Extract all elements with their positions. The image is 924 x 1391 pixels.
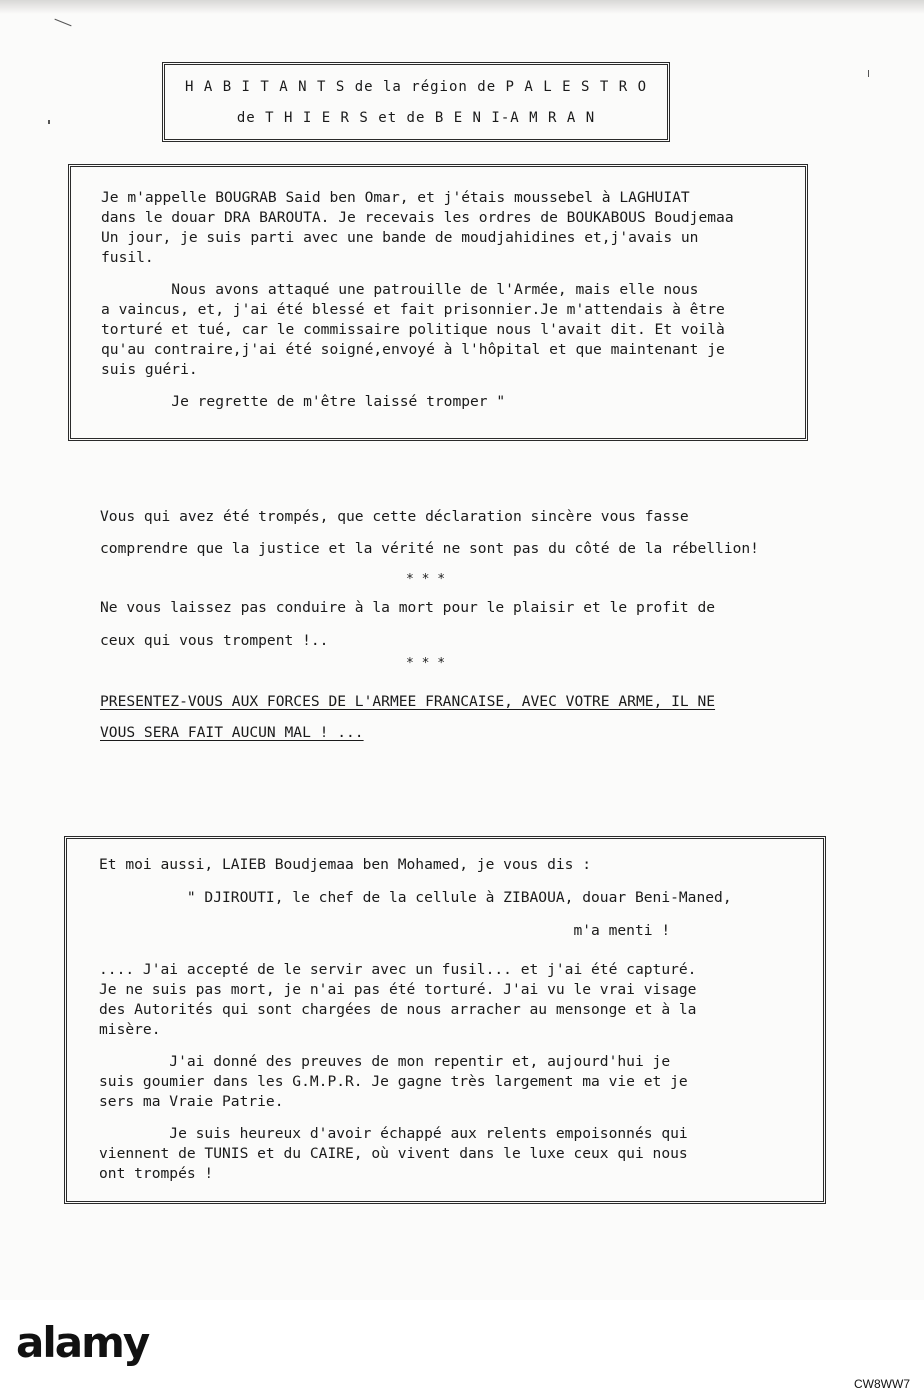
- testimony-2-line: Je suis heureux d'avoir échappé aux relents empoisonnés qui: [99, 1125, 688, 1142]
- title-line-1: H A B I T A N T S de la région de P A L E S T R O: [184, 79, 647, 95]
- testimony-2-line: Et moi aussi, LAIEB Boudjemaa ben Mohamed, je vous dis :: [99, 856, 592, 873]
- title-box: [162, 62, 670, 142]
- appeal-line: ceux qui vous trompent !..: [100, 632, 329, 649]
- testimony-1-line: Je m'appelle BOUGRAB Said ben Omar, et j'étais moussebel à LAGHUIAT: [101, 189, 690, 206]
- alamy-logo: alamy: [16, 1318, 149, 1367]
- testimony-2-line: suis goumier dans les G.M.P.R. Je gagne très largement ma vie et je: [99, 1073, 688, 1090]
- testimony-1-line: torturé et tué, car le commissaire politique nous l'avait dit. Et voilà: [101, 321, 725, 338]
- testimony-2-line: .... J'ai accepté de le servir avec un fusil... et j'ai été capturé.: [99, 961, 697, 978]
- scan-mark: [48, 120, 50, 124]
- testimony-2-line: " DJIROUTI, le chef de la cellule à ZIBAOUA, douar Beni-Maned,: [99, 889, 732, 906]
- scan-mark: [54, 19, 71, 27]
- testimony-2-line: misère.: [99, 1021, 161, 1038]
- testimony-2-line: sers ma Vraie Patrie.: [99, 1093, 284, 1110]
- appeal-line: comprendre que la justice et la vérité ne sont pas du côté de la rébellion!: [100, 540, 759, 557]
- testimony-1-line: Je regrette de m'être laissé tromper ": [101, 393, 506, 410]
- image-reference: CW8WW7: [854, 1377, 910, 1391]
- title-line-2: de T H I E R S et de B E N I-A M R A N: [236, 110, 596, 126]
- scan-smudge: [0, 0, 924, 14]
- testimony-2-line: m'a menti !: [99, 922, 671, 939]
- testimony-1-line: a vaincus, et, j'ai été blessé et fait prisonnier.Je m'attendais à être: [101, 301, 725, 318]
- appeal-line: Ne vous laissez pas conduire à la mort pour le plaisir et le profit de: [100, 599, 716, 616]
- scan-mark: [868, 70, 869, 77]
- testimony-1-line: qu'au contraire,j'ai été soigné,envoyé à l'hôpital et que maintenant je: [101, 341, 725, 358]
- testimony-2-line: viennent de TUNIS et du CAIRE, où vivent dans le luxe ceux qui nous: [99, 1145, 688, 1162]
- testimony-box-1: [68, 164, 808, 441]
- appeal-surrender-line: VOUS SERA FAIT AUCUN MAL ! ...: [100, 724, 364, 741]
- testimony-1-line: Un jour, je suis parti avec une bande de moudjahidines et,j'avais un: [101, 229, 699, 246]
- testimony-2-line: Je ne suis pas mort, je n'ai pas été torturé. J'ai vu le vrai visage: [99, 981, 697, 998]
- testimony-1-line: fusil.: [101, 249, 154, 266]
- separator-stars: * * *: [406, 656, 446, 671]
- testimony-2-line: J'ai donné des preuves de mon repentir et, aujourd'hui je: [99, 1053, 671, 1070]
- testimony-2-line: ont trompés !: [99, 1165, 214, 1182]
- appeal-surrender-line: PRESENTEZ-VOUS AUX FORCES DE L'ARMEE FRANCAISE, AVEC VOTRE ARME, IL NE: [100, 693, 716, 710]
- testimony-box-2: [64, 836, 826, 1204]
- separator-stars: * * *: [406, 572, 446, 587]
- testimony-1-line: suis guéri.: [101, 361, 198, 378]
- testimony-1-line: dans le douar DRA BAROUTA. Je recevais les ordres de BOUKABOUS Boudjemaa: [101, 209, 734, 226]
- testimony-1-line: Nous avons attaqué une patrouille de l'Armée, mais elle nous: [101, 281, 699, 298]
- appeal-line: Vous qui avez été trompés, que cette déclaration sincère vous fasse: [100, 508, 689, 525]
- testimony-2-line: des Autorités qui sont chargées de nous arracher au mensonge et à la: [99, 1001, 697, 1018]
